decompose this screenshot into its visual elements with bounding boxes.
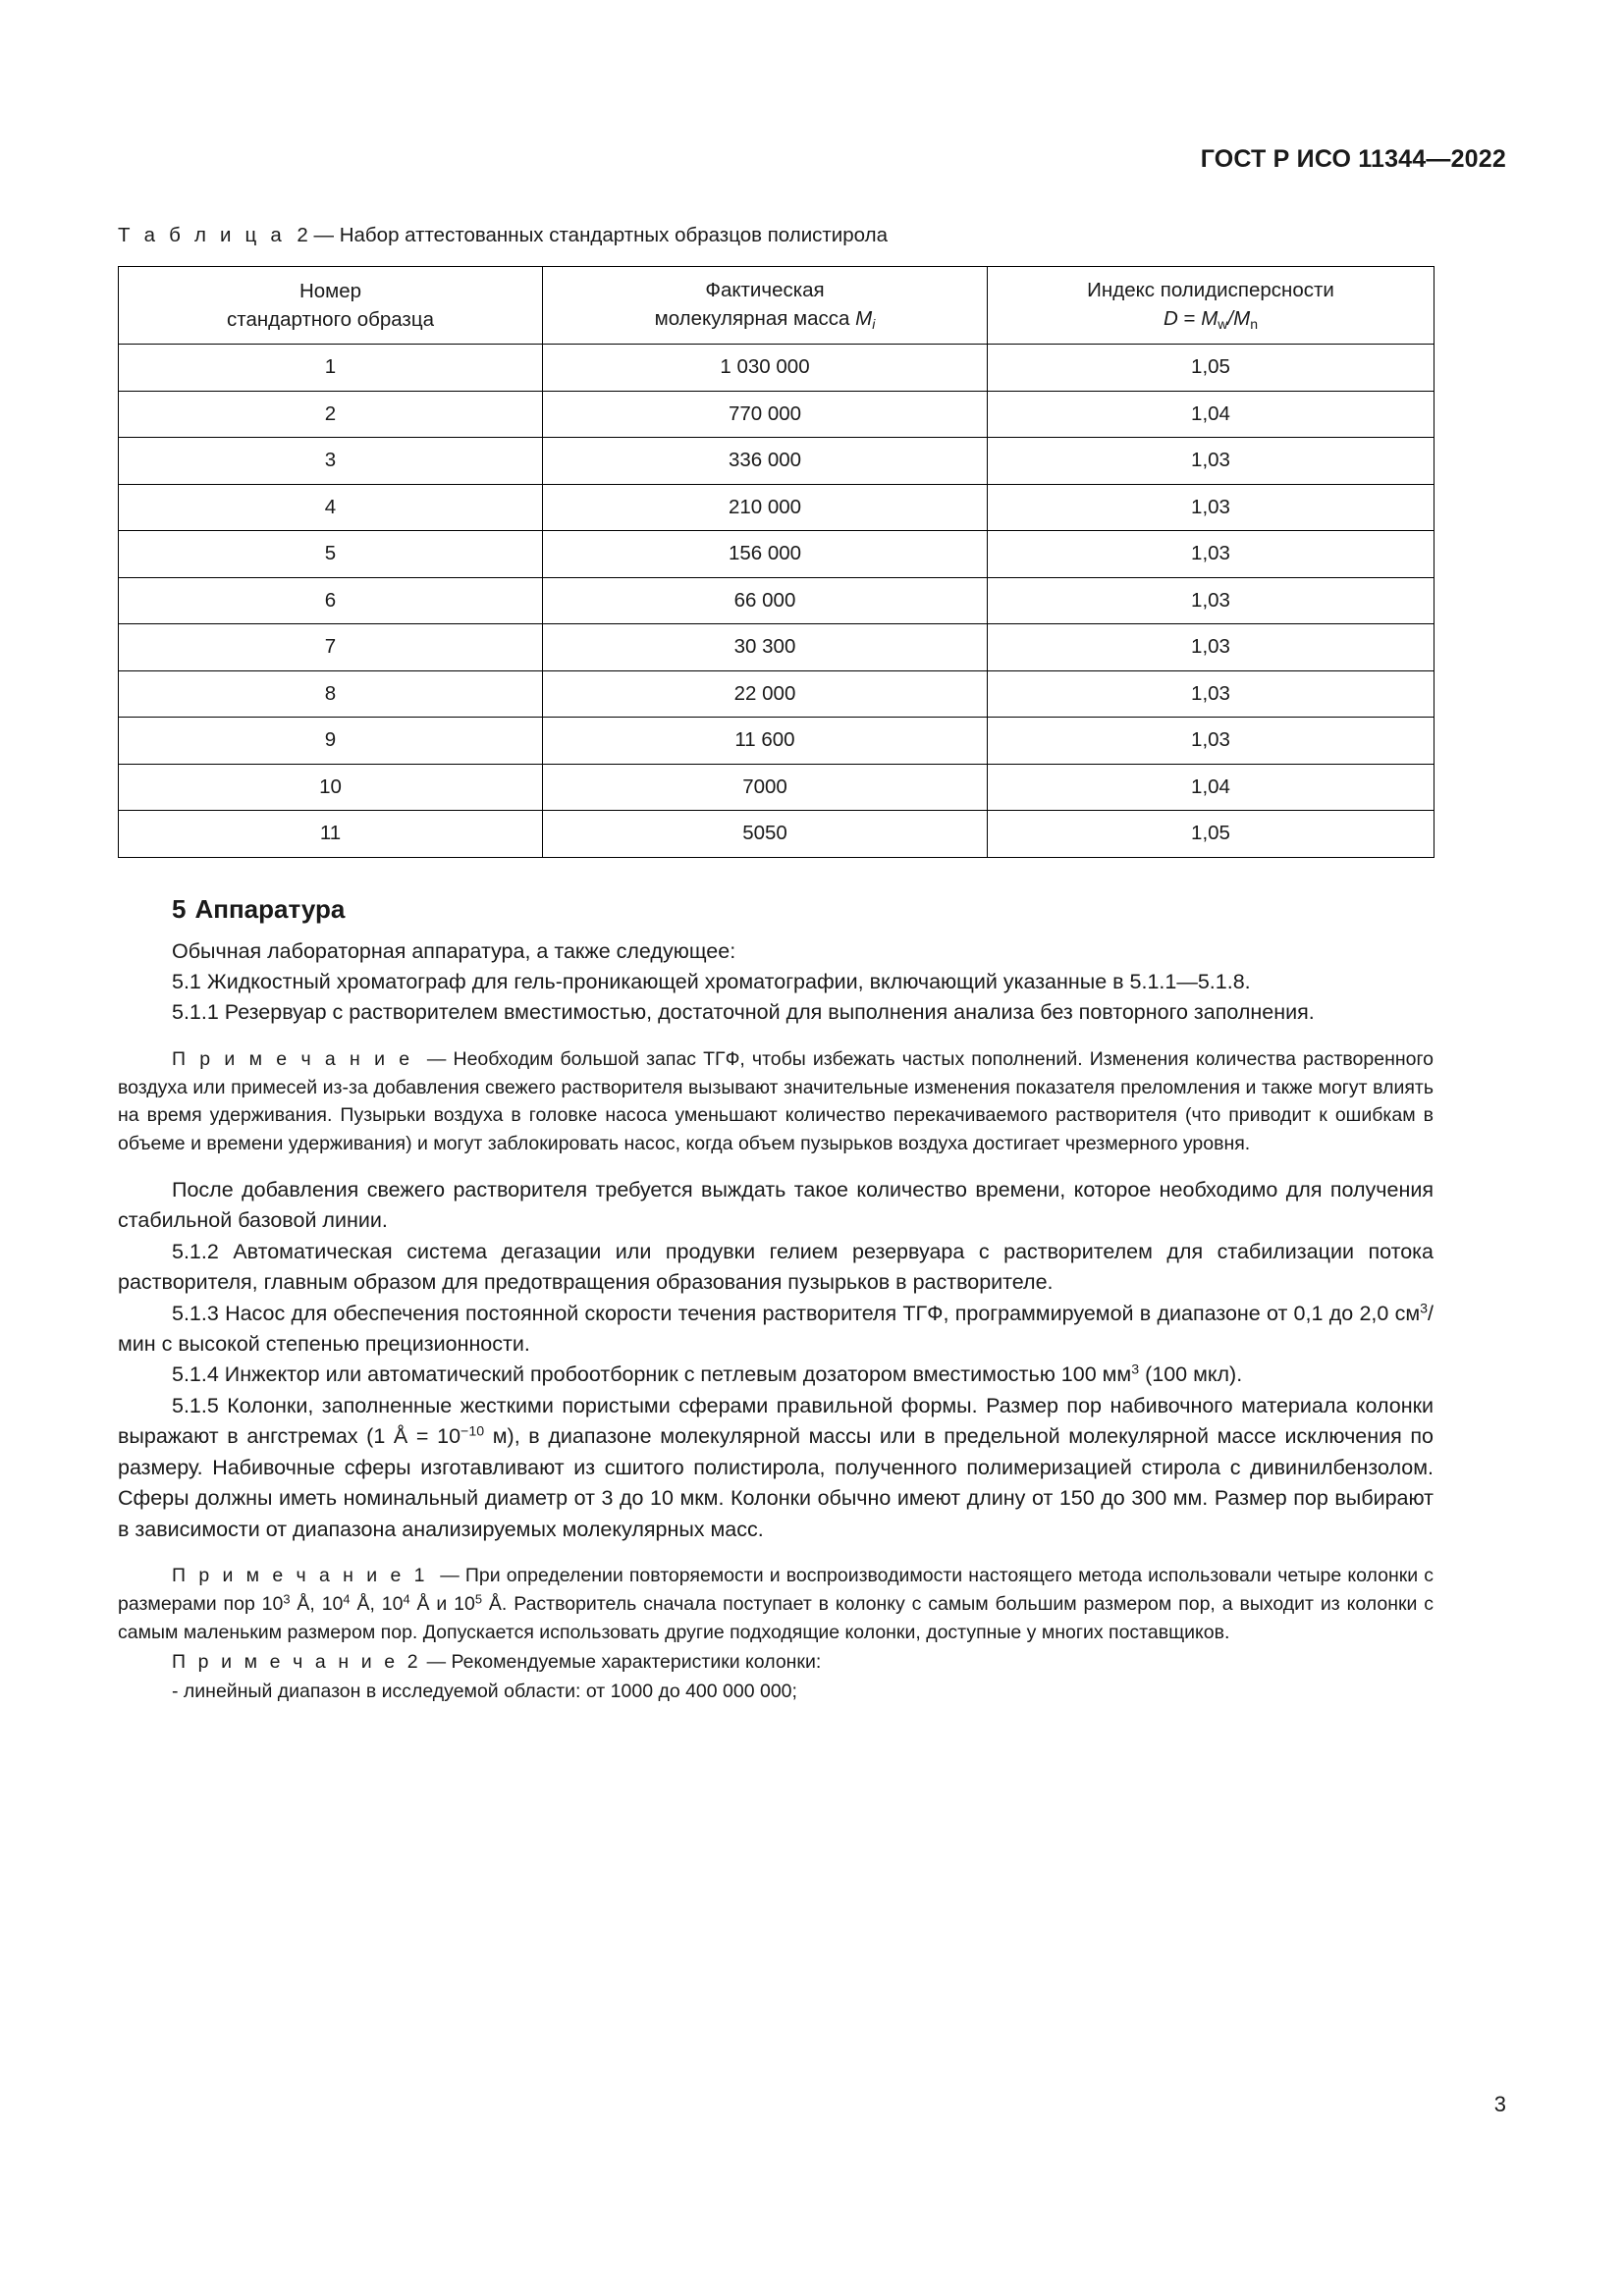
paragraph-5-1-3-superscript: 3 [1420, 1301, 1429, 1317]
note-1-superscript-2: 4 [343, 1591, 351, 1607]
note-1-part-a: — При определении повторяемости и воспроизводимости настоящего метода использовали четыре колонки с размерами пор 10 [118, 1565, 1434, 1616]
cell-actual-mass: 156 000 [543, 531, 988, 578]
paragraph-5-1-5-superscript: −10 [460, 1424, 485, 1441]
column-header-polydispersity-formula: $D = M_w/M_n$ [1164, 307, 1258, 333]
cell-sample-number: 8 [119, 670, 543, 718]
paragraph-5-1-3-part-b: /мин с высокой степенью прецизионности. [118, 1301, 1434, 1356]
cell-polydispersity: 1,03 [988, 438, 1435, 485]
note-1-superscript-4: 5 [474, 1591, 483, 1607]
table-caption [118, 224, 1434, 247]
table-row [119, 438, 1435, 485]
note-2-recommended [118, 1648, 1434, 1677]
cell-polydispersity: 1,03 [988, 484, 1435, 531]
cell-polydispersity: 1,03 [988, 624, 1435, 671]
cell-actual-mass: 336 000 [543, 438, 988, 485]
column-header-actual-mass-line1: Фактическая [705, 279, 825, 302]
note-2-text: — Рекомендуемые характеристики колонки: [426, 1651, 822, 1674]
paragraph-5-1-4 [118, 1360, 1434, 1390]
cell-sample-number: 2 [119, 391, 543, 438]
note-2-label: П р и м е ч а н и е 2 [172, 1651, 422, 1674]
note-1-part-d: Å и 10 [409, 1593, 475, 1616]
cell-actual-mass: 30 300 [543, 624, 988, 671]
note-1-part-c: Å, 10 [350, 1593, 404, 1616]
paragraph-5-1-1: 5.1.1 Резервуар с растворителем вместимостью, достаточной для выполнения анализа без повторного заполнения. [172, 1000, 1315, 1025]
table-header-row [119, 267, 1435, 345]
table-caption-dash: — [313, 224, 335, 246]
table-row [119, 484, 1435, 531]
note-1-part-e: Å. Растворитель сначала поступает в колонку с самым большим размером пор, а выходит из колонки с самым маленьким размером пор. Допускается использовать другие подходящие колонки, доступные у многих поставщиков. [118, 1593, 1435, 1643]
column-header-sample-number-line1: Номер [298, 279, 362, 302]
note-text: — Необходим большой запас ТГФ, чтобы избежать частых пополнений. Изменения количества растворенного воздуха или примесей из-за добавления свежего растворителя вызывают значительные изменения показателя преломления и также могут влиять на время удерживания. Пузырьки воздуха в головке насоса уменьшают количество перекачиваемого растворителя (что приводит к ошибкам в объеме и времени удерживания) и могут заблокировать насос, когда объем пузырьков воздуха достигает чрезмерного уровня. [118, 1047, 1434, 1154]
paragraph-5-1-4-part-b: (100 мкл). [1139, 1362, 1243, 1387]
cell-polydispersity: 1,03 [988, 670, 1435, 718]
running-header-standard-ref: ГОСТ Р ИСО 11344—2022 [1200, 145, 1506, 173]
cell-actual-mass: 7000 [543, 764, 988, 811]
cell-polydispersity: 1,03 [988, 531, 1435, 578]
cell-sample-number: 1 [119, 345, 543, 392]
column-header-actual-mass-line2 [543, 304, 987, 335]
paragraph-5-1-4-part-a: 5.1.4 Инжектор или автоматический пробоотборник с петлевым дозатором вместимостью 100 мм [172, 1362, 1132, 1387]
table-caption-label: Т а б л и ц а [118, 224, 286, 246]
table-row [119, 391, 1435, 438]
cell-polydispersity: 1,05 [988, 811, 1435, 858]
note-1-superscript-3: 4 [403, 1591, 410, 1607]
note-2-list-item: - линейный диапазон в исследуемой области: от 1000 до 400 000 000; [172, 1681, 797, 1703]
column-header-polydispersity-line1: Индекс полидисперсности [1087, 279, 1334, 302]
paragraph-after-note: После добавления свежего растворителя требуется выждать такое количество времени, которое необходимо для получения стабильной базовой линии. [118, 1177, 1434, 1233]
cell-actual-mass: 22 000 [543, 670, 988, 718]
note-label: П р и м е ч а н и е [172, 1047, 413, 1070]
column-header-actual-mass [543, 267, 988, 345]
cell-actual-mass: 770 000 [543, 391, 988, 438]
cell-sample-number: 7 [119, 624, 543, 671]
table-row [119, 670, 1435, 718]
note-1-superscript-1: 3 [283, 1591, 291, 1607]
table-row [119, 624, 1435, 671]
paragraph-5-1-2: 5.1.2 Автоматическая система дегазации или продувки гелием резервуара с растворителем для стабилизации потока растворителя, главным образом для предотвращения образования пузырьков в растворителе. [118, 1239, 1434, 1295]
table-row [119, 718, 1435, 765]
paragraph-5-1: 5.1 Жидкостный хроматограф для гель-проникающей хроматографии, включающий указанные в 5.1.1—5.1.8. [172, 969, 1251, 993]
cell-polydispersity: 1,04 [988, 764, 1435, 811]
table-caption-number: 2 [297, 224, 308, 246]
table-row [119, 531, 1435, 578]
standard-samples-table [118, 266, 1435, 858]
column-header-actual-mass-text: молекулярная масса [654, 307, 850, 331]
paragraph-5-1-3-part-a: 5.1.3 Насос для обеспечения постоянной скорости течения растворителя ТГФ, программируемой в диапазоне от 0,1 до 2,0 см [172, 1301, 1421, 1325]
column-header-sample-number [119, 267, 543, 345]
cell-polydispersity: 1,03 [988, 718, 1435, 765]
paragraph-5-1-5 [118, 1391, 1434, 1545]
table-row [119, 345, 1435, 392]
cell-polydispersity: 1,03 [988, 577, 1435, 624]
page-content [118, 224, 1434, 1706]
cell-sample-number: 6 [119, 577, 543, 624]
paragraph-5-1-5-part-a: 5.1.5 Колонки, заполненные жесткими пористыми сферами правильной формы. Размер пор набивочного материала колонки выражают в ангстремах (1 Å = 10 [118, 1393, 1434, 1449]
cell-sample-number: 4 [119, 484, 543, 531]
table-header [119, 267, 1435, 345]
cell-sample-number: 5 [119, 531, 543, 578]
section-title: Аппаратура [194, 893, 346, 924]
table-caption-title: Набор аттестованных стандартных образцов полистирола [339, 224, 888, 246]
table-row [119, 764, 1435, 811]
paragraph-5-1-5-part-b: м), в диапазоне молекулярной массы или в предельной молекулярной массе исключения по размеру. Набивочные сферы изготавливают из сшитого полистирола, полученного полимеризацией стирола с дивинилбензолом. Сферы должны иметь номинальный диаметр от 3 до 10 мкм. Колонки обычно имеют длину от 150 до 300 мм. Размер пор выбирают в зависимости от диапазона анализируемых молекулярных масс. [118, 1424, 1434, 1541]
paragraph-5-1-4-superscript: 3 [1131, 1362, 1140, 1379]
cell-actual-mass: 11 600 [543, 718, 988, 765]
cell-sample-number: 9 [119, 718, 543, 765]
section-heading-apparatus [118, 894, 1434, 925]
cell-sample-number: 10 [119, 764, 543, 811]
note-1-part-b: Å, 10 [290, 1593, 344, 1616]
column-header-polydispersity [988, 267, 1435, 345]
table-row [119, 811, 1435, 858]
paragraph-intro: Обычная лабораторная аппаратура, а также следующее: [172, 938, 736, 963]
note-1-columns [118, 1562, 1434, 1646]
cell-actual-mass: 1 030 000 [543, 345, 988, 392]
note-1-label: П р и м е ч а н и е 1 [172, 1565, 429, 1587]
cell-sample-number: 3 [119, 438, 543, 485]
table-row [119, 577, 1435, 624]
column-header-sample-number-line2: стандартного образца [227, 308, 434, 331]
cell-polydispersity: 1,05 [988, 345, 1435, 392]
cell-sample-number: 11 [119, 811, 543, 858]
symbol-m-i: $M_i$ [855, 307, 876, 333]
section-number: 5 [172, 893, 187, 924]
cell-actual-mass: 210 000 [543, 484, 988, 531]
page-number: 3 [1493, 2092, 1506, 2116]
table-body [119, 345, 1435, 858]
paragraph-5-1-3 [118, 1299, 1434, 1361]
cell-actual-mass: 66 000 [543, 577, 988, 624]
cell-polydispersity: 1,04 [988, 391, 1435, 438]
note-5-1-1 [118, 1045, 1434, 1158]
cell-actual-mass: 5050 [543, 811, 988, 858]
